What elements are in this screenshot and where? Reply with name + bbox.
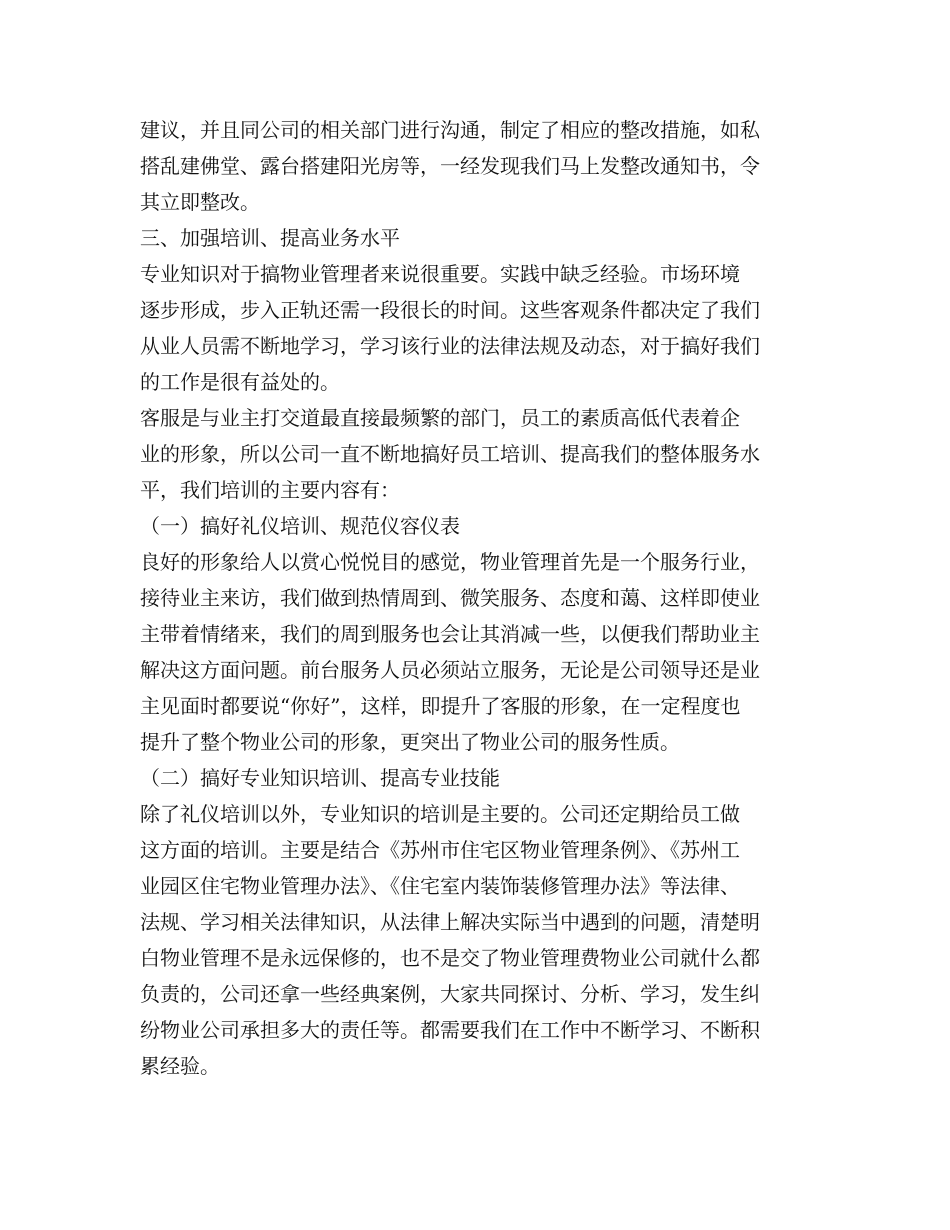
text-line: 逐步形成，步入正轨还需一段很长的时间。这些客观条件都决定了我们 bbox=[140, 298, 760, 322]
text-line: 纷物业公司承担多大的责任等。都需要我们在工作中不断学习、不断积 bbox=[140, 1018, 760, 1042]
text-line: 的工作是很有益处的。 bbox=[140, 370, 340, 394]
text-line: 建议，并且同公司的相关部门进行沟通，制定了相应的整改措施，如私 bbox=[140, 118, 760, 142]
text-line: 这方面的培训。主要是结合《苏州市住宅区物业管理条例》、《苏州工 bbox=[140, 838, 740, 862]
text-line: 良好的形象给人以赏心悦悦目的感觉，物业管理首先是一个服务行业， bbox=[140, 550, 760, 574]
text-line: 主带着情绪来，我们的周到服务也会让其消减一些，以便我们帮助业主 bbox=[140, 622, 760, 646]
text-line: 平，我们培训的主要内容有： bbox=[140, 478, 400, 502]
text-line: 累经验。 bbox=[140, 1054, 220, 1078]
subsection-heading: （一）搞好礼仪培训、规范仪容仪表 bbox=[140, 514, 460, 538]
text-line: 客服是与业主打交道最直接最频繁的部门，员工的素质高低代表着企 bbox=[140, 406, 740, 430]
text-line: 专业知识对于搞物业管理者来说很重要。实践中缺乏经验。市场环境 bbox=[140, 262, 740, 286]
text-line: 搭乱建佛堂、露台搭建阳光房等，一经发现我们马上发整改通知书，令 bbox=[140, 154, 760, 178]
text-line: 解决这方面问题。前台服务人员必须站立服务，无论是公司领导还是业 bbox=[140, 658, 760, 682]
text-line: 提升了整个物业公司的形象，更突出了物业公司的服务性质。 bbox=[140, 730, 680, 754]
subsection-heading: （二）搞好专业知识培训、提高专业技能 bbox=[140, 766, 500, 790]
text-line: 其立即整改。 bbox=[140, 190, 260, 214]
text-line: 法规、学习相关法律知识，从法律上解决实际当中遇到的问题，清楚明 bbox=[140, 910, 760, 934]
document-body bbox=[140, 112, 820, 1084]
text-line: 白物业管理不是永远保修的，也不是交了物业管理费物业公司就什么都 bbox=[140, 946, 760, 970]
section-heading: 三、加强培训、提高业务水平 bbox=[140, 226, 400, 250]
text-line: 业的形象，所以公司一直不断地搞好员工培训、提高我们的整体服务水 bbox=[140, 442, 760, 466]
text-line: 主见面时都要说“你好”，这样，即提升了客服的形象，在一定程度也 bbox=[140, 694, 741, 718]
text-line: 从业人员需不断地学习，学习该行业的法律法规及动态，对于搞好我们 bbox=[140, 334, 760, 358]
text-line: 业园区住宅物业管理办法》、《住宅室内装饰装修管理办法》等法律、 bbox=[140, 874, 740, 898]
text-line: 负责的，公司还拿一些经典案例，大家共同探讨、分析、学习，发生纠 bbox=[140, 982, 760, 1006]
text-line: 接待业主来访，我们做到热情周到、微笑服务、态度和蔼、这样即使业 bbox=[140, 586, 760, 610]
text-line: 除了礼仪培训以外，专业知识的培训是主要的。公司还定期给员工做 bbox=[140, 802, 740, 826]
